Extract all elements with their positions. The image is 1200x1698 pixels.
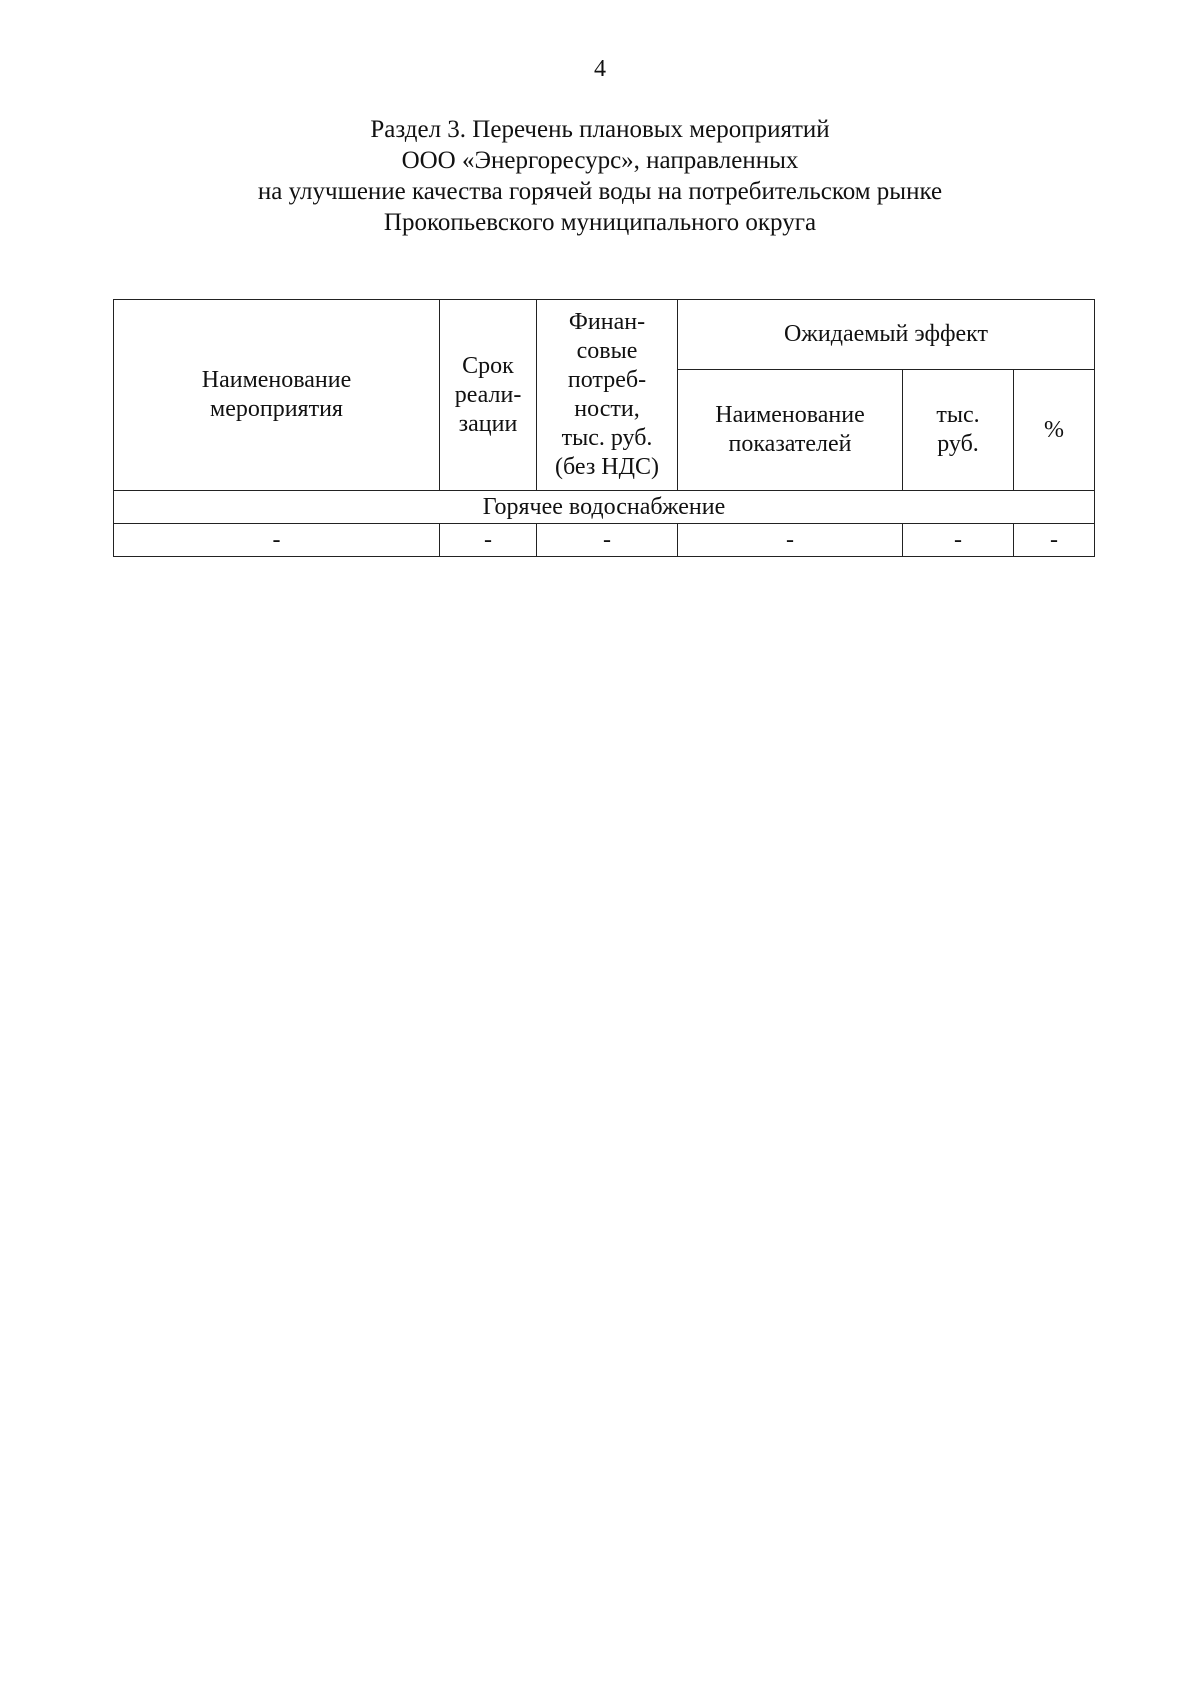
title-line-2: ООО «Энергоресурс», направленных — [401, 147, 799, 174]
table-section-row — [114, 491, 1095, 524]
title-line-4: Прокопьевского муниципального округа — [383, 209, 817, 236]
header-measure-name: Наименование мероприятия — [114, 300, 440, 491]
table-header-row — [114, 300, 1095, 370]
cell-finance: - — [537, 524, 678, 557]
section-hot-water: Горячее водоснабжение — [114, 491, 1095, 524]
title-line-1: Раздел 3. Перечень плановых мероприятий — [370, 116, 830, 143]
measures-table — [113, 299, 1095, 557]
table-row — [114, 524, 1095, 557]
header-term: Срок реали- зации — [440, 300, 537, 491]
cell-percent: - — [1014, 524, 1095, 557]
header-finance: Финан- совые потреб- ности, тыс. руб. (без НДС) — [537, 300, 678, 491]
header-thousand-rub: тыс. руб. — [903, 370, 1014, 491]
page-number: 4 — [594, 56, 606, 82]
cell-thousand-rub: - — [903, 524, 1014, 557]
title-line-3: на улучшение качества горячей воды на потребительском рынке — [257, 178, 943, 205]
header-expected-effect: Ожидаемый эффект — [678, 300, 1095, 370]
header-indicators: Наименование показателей — [678, 370, 903, 491]
cell-measure-name: - — [114, 524, 440, 557]
document-title — [0, 114, 1200, 238]
cell-term: - — [440, 524, 537, 557]
cell-indicators: - — [678, 524, 903, 557]
header-percent: % — [1014, 370, 1095, 491]
